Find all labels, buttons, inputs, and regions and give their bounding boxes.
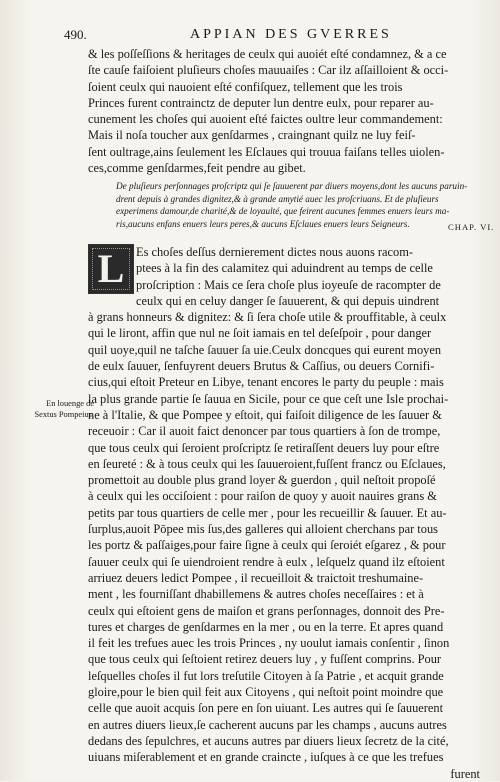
summary-line: De pluſieurs perſonnages proſcriptz qui ſe ſauuerent par diuers moyens,dont les aucuns paruin- (116, 181, 468, 191)
text-line: promettoit au double plus grand loyer & guerdon , quil neſtoit propoſé (88, 473, 436, 488)
text-line: de eulx ſauuer, ſenfuyrent deuers Brutus & Caſſius, ou deuers Cornifi- (88, 359, 435, 374)
page-number: 490. (64, 27, 87, 42)
text-line: les portz & paſſaiges,pour faire ſigne à ceulx qui ſeroiét eſgarez , & pour (88, 538, 446, 553)
text-line: & les poſſeſſions & heritages de ceulx qui auoiét eſté condamnez, & a ce (88, 47, 447, 61)
text-line: en ſeureté : & à tous ceulx qui les ſauueroient,fuſſent francz ou Eſclaues, (88, 456, 446, 471)
text-line: ſurplus,auoit Pōpee mis ſus,des galleres qui alloient cherchans par tous (88, 522, 438, 537)
text-line: à grans honneurs & dignitez: & ſi ſera choſe utile & prouffitable, à ceulx (88, 310, 447, 325)
text-line: gloire,pour le bien quil feit aux Citoyens , qui neſtoit point moindre que (88, 685, 444, 700)
running-title: APPIAN DES GVERRES (190, 27, 392, 42)
text-line: ptees à la fin des calamitez qui aduindrent au temps de celle (136, 261, 433, 276)
text-line: à ceulx qui les occiſoient : pour raiſon de quoy y auoit nauires grans & (88, 489, 437, 504)
text-line: ces,comme genſdarmes,feit pendre au gibet. (88, 161, 306, 176)
text-line: ſte cauſe faiſoient pluſieurs choſes mauuaiſes : Car ilz aſſailloient & occi- (88, 63, 449, 78)
catchword: furent (450, 766, 480, 781)
text-line: dedans des ſepulchres, et aucuns autres par diuers lieux ſecretz de la cité, (88, 733, 449, 748)
text-line: tures et charges de genſdarmes en la mer , ou en la terre. Et apres quand (88, 619, 444, 634)
text-line: que tous ceulx qui ſeroient proſcriptz ſe retiraſſent deuers luy pour eſtre (88, 440, 440, 455)
chapter-text (88, 244, 480, 782)
running-head (64, 27, 484, 45)
text-line: ment , les fourniſſant dhabillemens & autres choſes neceſſaires : et à (88, 587, 424, 602)
initial-letter: L (97, 246, 125, 291)
text-line: quil uoye,quil ne taſche ſauuer ſa uie.Ceulx doncques qui eurent moyen (88, 342, 442, 357)
text-line: Es choſes deſſus dernierement dictes nous auons racom- (136, 245, 413, 259)
text-line: qui le liront, affin que nul ne ſoit iamais en tel deſeſpoir , pour danger (88, 326, 432, 341)
text-line: leſquelles choſes il fut lors treſutile Citoyen à ſa Patrie , et acquit grande (88, 668, 444, 683)
margin-note-line: En louenge de (46, 399, 94, 408)
text-line: ſent oultrage,ains ſeulement les Eſclaues qui trouua faiſans telles uiolen- (88, 144, 445, 159)
summary-line: drent depuis à grandes dignitez,& à grande amytié auec les proſcriuans. Et de pluſieurs (116, 193, 439, 204)
text-line: en autres diuers lieux,ſe cacherent aucuns par les champs , aucuns autres (88, 717, 447, 732)
text-line: celle que auoit acquis ſon pere en ſon uiuant. Les autres qui ſe ſauuerent (88, 701, 444, 716)
opening-paragraph (88, 46, 480, 176)
text-line: ſauuer ceulx qui ſe uiendroient rendre à eulx , leſquelz quand ilz eſtoient (88, 554, 445, 569)
text-line: ceulx qui eſtoient gens de maiſon et grans perſonnages, donnoit des Pre- (88, 603, 445, 618)
text-line: il feit les trefues auec les trois Princes , ny uoulut iamais conſentir , ſinon (88, 636, 450, 651)
summary-line: experimens damour,de charité,& de loyaulté, que feirent aucunes femmes enuers leurs ma- (116, 206, 450, 217)
text-line: Princes furent contrainctz de deputer lun dentre eulx, pour reparer au- (88, 95, 434, 110)
text-line: Mais il noſa toucher aux genſdarmes , craingnant quilz ne luy feiſ- (88, 128, 416, 143)
text-line: ceulx qui en celuy danger ſe ſauuerent, & qui depuis uindrent (136, 293, 440, 308)
text-line: proſcription : Mais ce ſera choſe plus ioyeuſe de racompter de (136, 277, 441, 292)
marginal-note (22, 399, 94, 420)
text-line: uiuans miſerablement et en grande craincte , iuſques à ce que les trefues (88, 750, 444, 765)
text-line: que tous ceulx qui ſeſtoient retirez deuers luy , y fuſſent comprins. Pour (88, 652, 442, 667)
text-line: ne à l'Italie, & que Pompee y eſtoit, qui faiſoit diligence de les ſauuer & (88, 407, 442, 422)
summary-line: ris,aucuns enfans enuers leurs peres,& aucuns Eſclaues enuers leurs Seigneurs. (116, 218, 410, 229)
chapter-label: CHAP. VI. (448, 222, 495, 232)
text-line: la plus grande partie ſe ſauua en Sicile, pour ce que ceſt une Isle prochai- (88, 391, 449, 406)
text-line: cius,qui eſtoit Preteur en Libye, tenant encores le party du peuple : mais (88, 375, 444, 390)
text-line: receuoir : Car il auoit faict denoncer par tous quartiers à ſon de trompe, (88, 424, 441, 439)
margin-note-line: Sextus Pompeius. (34, 409, 94, 419)
text-line: cunement les choſes qui auoient eſté faictes oultre leur commandement: (88, 112, 443, 127)
text-line: arriuez deuers ledict Pompee , il recueilloit & traictoit treshumaine- (88, 570, 424, 585)
text-line: petits par tous quartiers de celle mer , pour les recueillir & ſauuer. Et au- (88, 505, 447, 520)
chapter-summary (116, 180, 482, 230)
text-line: ſoient ceulx qui nauoient eſté confiſquez, tellement que les trois (88, 79, 403, 94)
